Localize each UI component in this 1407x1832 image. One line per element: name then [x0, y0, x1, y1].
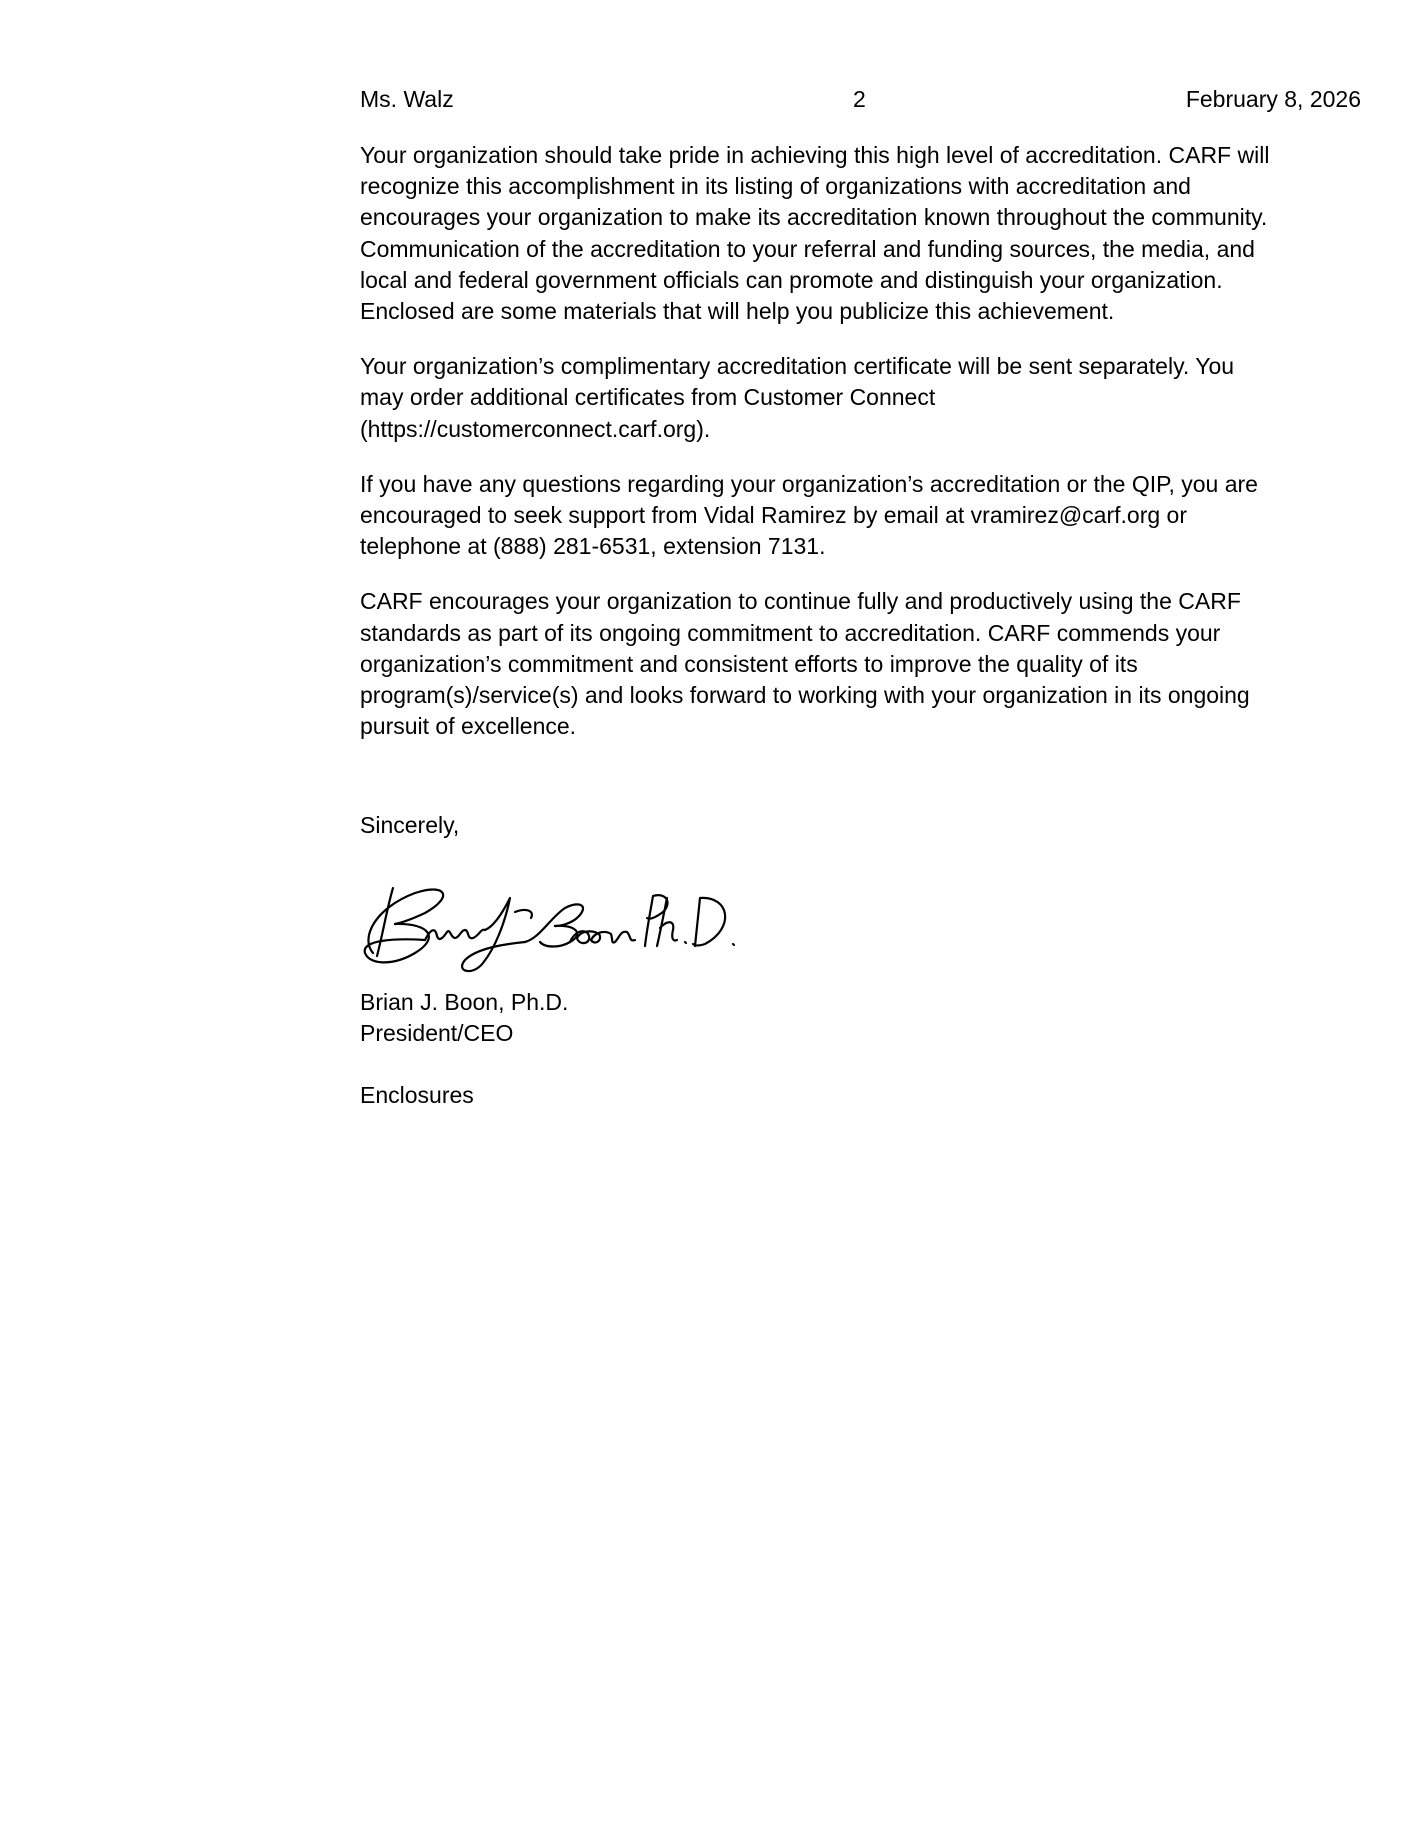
signer-block	[360, 987, 568, 1049]
signature-image	[355, 868, 755, 978]
enclosures-note: Enclosures	[360, 1082, 474, 1108]
letter-body	[360, 140, 1280, 766]
closing-salutation: Sincerely,	[360, 812, 460, 838]
paragraph-encouragement: CARF encourages your organization to continue fully and productively using the CARF standards as part of its ongoing commitment to accreditation. CARF commends your organization’s commitment and consistent efforts to improve the quality of its program(s)/service(s) and looks forward to working with your organization in its ongoing pursuit of excellence.	[360, 588, 1250, 740]
signer-title: President/CEO	[360, 1020, 514, 1046]
signer-name: Brian J. Boon, Ph.D.	[360, 989, 569, 1015]
recipient-name: Ms. Walz	[360, 86, 454, 112]
paragraph-certificate: Your organization’s complimentary accreditation certificate will be sent separately. You may order additional certificates from Customer Connect (https://customerconnect.carf.org).	[360, 353, 1235, 442]
paragraph-accreditation-pride: Your organization should take pride in achieving this high level of accreditation. CARF will recognize this accomplishment in its listing of organizations with accreditation and encourages your organization to make its accreditation known throughout the community. Communication of the accreditation to your referral and funding sources, the media, and local and federal government officials can promote and distinguish your organization. Enclosed are some materials that will help you publicize this achievement.	[360, 142, 1270, 325]
letter-date: February 8, 2026	[1185, 86, 1361, 112]
page-number: 2	[853, 86, 866, 112]
page-header	[360, 84, 1361, 114]
paragraph-questions: If you have any questions regarding your organization’s accreditation or the QIP, you are encouraged to seek support from Vidal Ramirez by email at vramirez@carf.org or telephone at (888) 281-6531, extension 7131.	[360, 470, 1258, 560]
